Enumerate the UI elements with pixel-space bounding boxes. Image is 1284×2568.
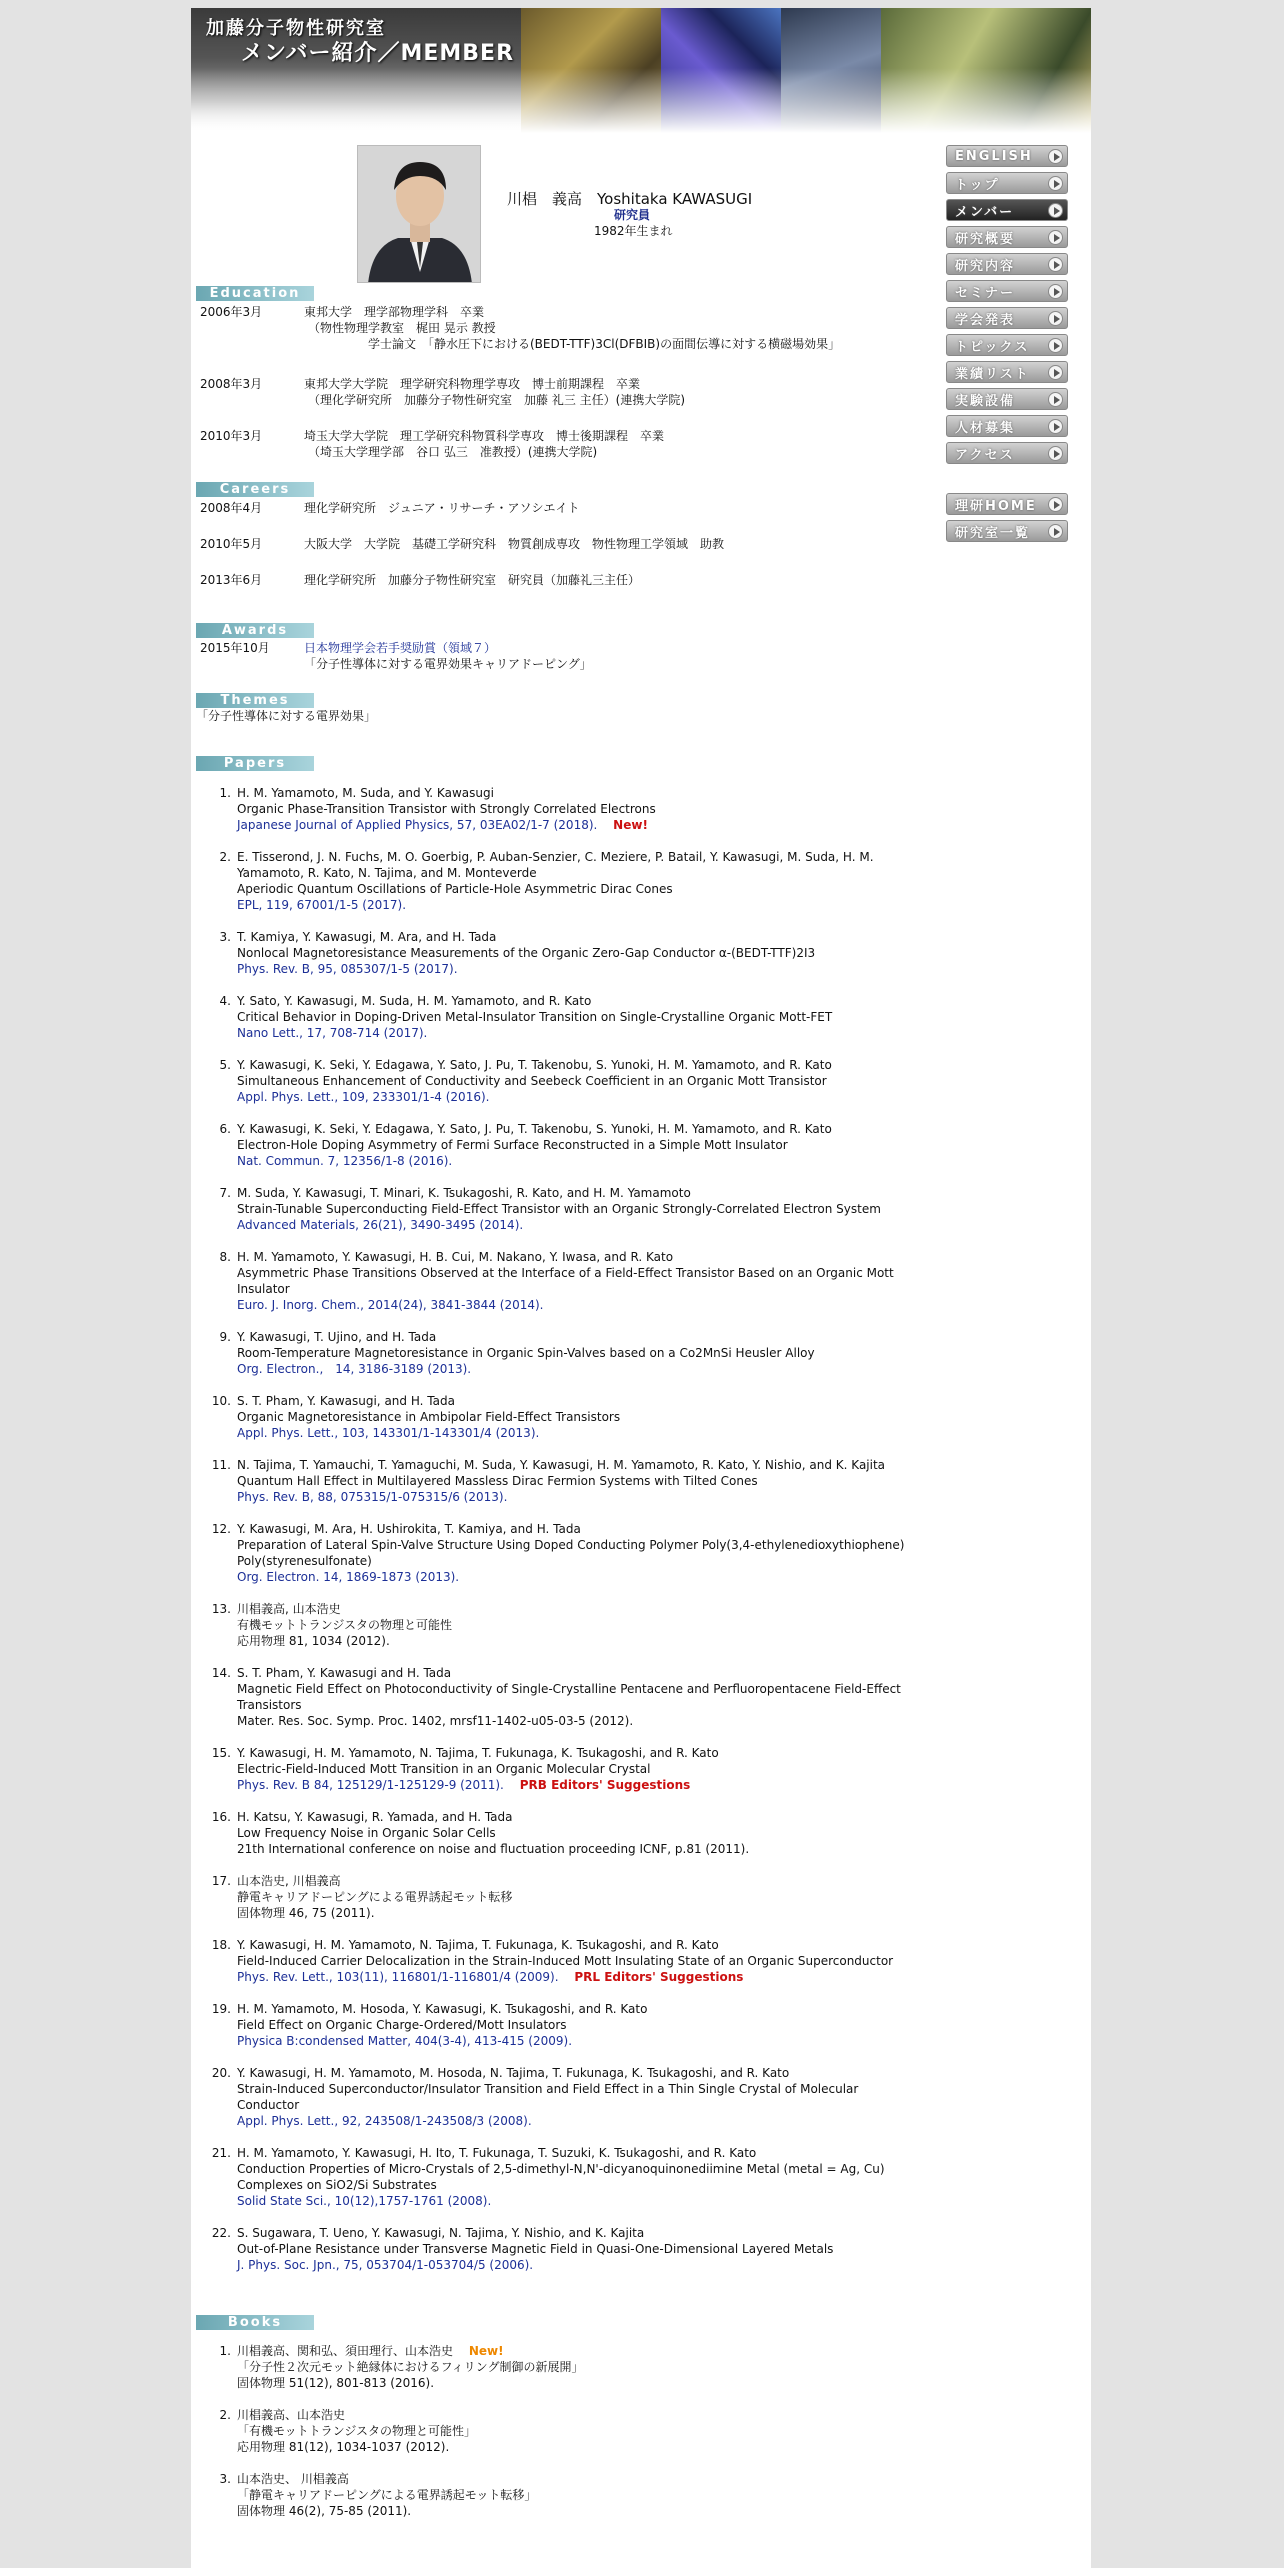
paper-item: [219, 849, 907, 913]
career-date: 2008年4月: [200, 501, 263, 515]
nav-button-label: セミナー: [955, 285, 1016, 301]
item-reference[interactable]: Japanese Journal of Applied Physics, 57, 03EA02/1-7 (2018).: [237, 818, 598, 832]
item-number: 2.: [219, 2408, 231, 2422]
paper-item: [219, 1185, 907, 1233]
item-authors: 川椙義高, 山本浩史: [237, 1602, 341, 1616]
item-number: 20.: [211, 2066, 231, 2080]
item-number: 17.: [211, 1874, 231, 1888]
item-reference: 21th International conference on noise and fluctuation proceeding ICNF, p.81 (2011).: [237, 1842, 750, 1856]
nav-button[interactable]: [946, 307, 1068, 329]
item-title: Field-Induced Carrier Delocalization in the Strain-Induced Mott Insulating State of an Organic Superconductor: [237, 1954, 894, 1968]
education-detail: （理化学研究所 加藤分子物性研究室 加藤 礼三 主任）(連携大学院): [308, 393, 685, 407]
nav-button-label: トピックス: [955, 339, 1030, 355]
item-authors: H. M. Yamamoto, Y. Kawasugi, H. Ito, T. Fukunaga, T. Suzuki, K. Tsukagoshi, and R. Kato: [237, 2146, 757, 2160]
paper-item: [211, 2001, 907, 2049]
nav-button[interactable]: [946, 145, 1068, 167]
item-title: 静電キャリアドーピングによる電界誘起モット転移: [237, 1890, 513, 1904]
nav-button[interactable]: [946, 172, 1068, 194]
item-number: 11.: [211, 1458, 231, 1472]
paper-item: [211, 1665, 907, 1729]
paper-item: [211, 1809, 907, 1857]
person-birth-year: 1982年生まれ: [594, 224, 673, 238]
item-number: 1.: [219, 786, 231, 800]
item-number: 9.: [219, 1330, 231, 1344]
item-reference: 応用物理 81(12), 1034-1037 (2012).: [237, 2440, 450, 2454]
item-reference: 固体物理 51(12), 801-813 (2016).: [237, 2376, 435, 2390]
item-authors: H. M. Yamamoto, M. Suda, and Y. Kawasugi: [237, 786, 494, 800]
education-heading: Education: [196, 286, 314, 301]
nav-button-label: 研究室一覧: [955, 525, 1031, 541]
item-reference: Mater. Res. Soc. Symp. Proc. 1402, mrsf11-1402-u05-03-5 (2012).: [237, 1714, 634, 1728]
paper-item: [211, 1457, 907, 1505]
arrow-right-icon: [1048, 446, 1063, 461]
arrow-right-icon: [1048, 149, 1063, 164]
paper-item: [211, 1601, 907, 1649]
profile-photo: [357, 145, 481, 283]
item-reference[interactable]: Physica B:condensed Matter, 404(3-4), 413-415 (2009).: [237, 2034, 573, 2048]
arrow-right-icon: [1048, 497, 1063, 512]
paper-item: [219, 1121, 907, 1169]
books-list: [219, 2343, 907, 2535]
editors-suggestion-badge: PRB Editors' Suggestions: [519, 1778, 691, 1792]
item-number: 22.: [211, 2226, 231, 2240]
arrow-right-icon: [1048, 176, 1063, 191]
item-number: 8.: [219, 1250, 231, 1264]
theme-item: 「分子性導体に対する電界効果」: [196, 709, 377, 723]
nav-button-label: ENGLISH: [955, 148, 1033, 164]
item-reference[interactable]: Solid State Sci., 10(12),1757-1761 (2008).: [237, 2194, 492, 2208]
paper-item: [211, 2225, 907, 2273]
career-detail: 理化学研究所 ジュニア・リサーチ・アソシエイト: [304, 501, 580, 515]
item-title: Conduction Properties of Micro-Crystals of 2,5-dimethyl-N,N'-dicyanoquinonediimine Metal (metal = Ag, Cu) Complexes on SiO2/Si Substrates: [237, 2162, 885, 2192]
award-subject: 「分子性導体に対する電界効果キャリアドーピング」: [304, 657, 592, 671]
arrow-right-icon: [1048, 203, 1063, 218]
side-navigation: [946, 145, 1068, 547]
item-title: 「有機モットトランジスタの物理と可能性」: [237, 2424, 476, 2438]
item-title: Preparation of Lateral Spin-Valve Structure Using Doped Conducting Polymer Poly(3,4-ethylenedioxythiophene) Poly(styrenesulfonate): [237, 1538, 905, 1568]
item-authors: S. T. Pham, Y. Kawasugi and H. Tada: [237, 1666, 452, 1680]
item-number: 1.: [219, 2344, 231, 2358]
item-title: Low Frequency Noise in Organic Solar Cells: [237, 1826, 496, 1840]
item-authors: S. T. Pham, Y. Kawasugi, and H. Tada: [237, 1394, 455, 1408]
papers-heading: Papers: [196, 756, 314, 771]
nav-button-label: 研究概要: [955, 231, 1016, 247]
award-date: 2015年10月: [200, 641, 270, 655]
lab-title: 加藤分子物性研究室: [206, 18, 386, 39]
item-reference: 応用物理 81, 1034 (2012).: [237, 1634, 390, 1648]
item-authors: Y. Kawasugi, K. Seki, Y. Edagawa, Y. Sato, J. Pu, T. Takenobu, S. Yunoki, H. M. Yamamoto, and R. Kato: [237, 1122, 832, 1136]
item-number: 19.: [211, 2002, 231, 2016]
item-authors: H. Katsu, Y. Kawasugi, R. Yamada, and H. Tada: [237, 1810, 513, 1824]
nav-button[interactable]: [946, 280, 1068, 302]
arrow-right-icon: [1048, 524, 1063, 539]
education-detail: 学士論文 「静水圧下における(BEDT-TTF)3Cl(DFBIB)の面間伝導に対する横磁場効果」: [368, 337, 841, 351]
education-detail: 東邦大学 理学部物理学科 卒業: [304, 305, 485, 319]
item-reference[interactable]: Org. Electron. 14, 1869-1873 (2013).: [237, 1570, 460, 1584]
paper-item: [219, 993, 907, 1041]
item-reference[interactable]: Advanced Materials, 26(21), 3490-3495 (2014).: [237, 1218, 524, 1232]
education-detail: （物性物理学教室 梶田 晃示 教授: [308, 321, 496, 335]
item-title: Electron-Hole Doping Asymmetry of Fermi Surface Reconstructed in a Simple Mott Insulator: [237, 1138, 788, 1152]
item-authors: Y. Kawasugi, H. M. Yamamoto, N. Tajima, T. Fukunaga, K. Tsukagoshi, and R. Kato: [237, 1938, 719, 1952]
awards-heading: Awards: [196, 623, 314, 638]
nav-button-label: アクセス: [955, 447, 1015, 463]
papers-list: [211, 785, 907, 2289]
nav-button[interactable]: [946, 415, 1068, 437]
item-title: Out-of-Plane Resistance under Transverse Magnetic Field in Quasi-One-Dimensional Layered Metals: [237, 2242, 834, 2256]
education-date: 2010年3月: [200, 429, 263, 443]
item-reference[interactable]: Appl. Phys. Lett., 103, 143301/1-143301/4 (2013).: [237, 1426, 540, 1440]
paper-item: [211, 2145, 907, 2209]
item-title: Magnetic Field Effect on Photoconductivity of Single-Crystalline Pentacene and Perfluoropentacene Field-Effect Transistors: [237, 1682, 901, 1712]
books-heading: Books: [196, 2315, 314, 2330]
education-date: 2006年3月: [200, 305, 263, 319]
item-authors: E. Tisserond, J. N. Fuchs, M. O. Goerbig, P. Auban-Senzier, C. Meziere, P. Batail, Y. Kawasugi, M. Suda, H. M. Yamamoto, R. Kato, N. Tajima, and M. Monteverde: [237, 850, 874, 880]
new-badge: New!: [613, 818, 648, 832]
arrow-right-icon: [1048, 311, 1063, 326]
nav-button[interactable]: [946, 334, 1068, 356]
paper-item: [211, 2065, 907, 2129]
nav-button[interactable]: [946, 226, 1068, 248]
page-title: メンバー紹介／MEMBER: [241, 41, 515, 66]
item-authors: Y. Kawasugi, T. Ujino, and H. Tada: [237, 1330, 437, 1344]
item-title: 「静電キャリアドーピングによる電界誘起モット転移」: [237, 2488, 537, 2502]
paper-item: [211, 1393, 907, 1441]
item-authors: T. Kamiya, Y. Kawasugi, M. Ara, and H. Tada: [237, 930, 497, 944]
item-title: 「分子性２次元モット絶縁体におけるフィリング制御の新展開」: [237, 2360, 584, 2374]
item-authors: Y. Sato, Y. Kawasugi, M. Suda, H. M. Yamamoto, and R. Kato: [237, 994, 592, 1008]
item-title: Critical Behavior in Doping-Driven Metal-Insulator Transition on Single-Crystalline Organic Mott-FET: [237, 1010, 833, 1024]
paper-item: [211, 1873, 907, 1921]
item-title: Organic Magnetoresistance in Ambipolar Field-Effect Transistors: [237, 1410, 621, 1424]
paper-item: [219, 1249, 907, 1313]
item-title: Aperiodic Quantum Oscillations of Particle-Hole Asymmetric Dirac Cones: [237, 882, 673, 896]
item-number: 6.: [219, 1122, 231, 1136]
book-item: [219, 2343, 907, 2391]
paper-item: [211, 1937, 907, 1985]
item-reference[interactable]: Nat. Commun. 7, 12356/1-8 (2016).: [237, 1154, 453, 1168]
item-title: Quantum Hall Effect in Multilayered Massless Dirac Fermion Systems with Tilted Cones: [237, 1474, 758, 1488]
new-badge: New!: [468, 2344, 504, 2358]
item-number: 16.: [211, 1810, 231, 1824]
editors-suggestion-badge: PRL Editors' Suggestions: [574, 1970, 744, 1984]
arrow-right-icon: [1048, 392, 1063, 407]
person-name: 川椙 義高 Yoshitaka KAWASUGI: [507, 190, 753, 208]
item-number: 21.: [211, 2146, 231, 2160]
arrow-right-icon: [1048, 284, 1063, 299]
item-authors: H. M. Yamamoto, M. Hosoda, Y. Kawasugi, K. Tsukagoshi, and R. Kato: [237, 2002, 648, 2016]
item-authors: N. Tajima, T. Yamauchi, T. Yamaguchi, M. Suda, Y. Kawasugi, H. M. Yamamoto, R. Kato, Y. Nishio, and K. Kajita: [237, 1458, 886, 1472]
nav-button[interactable]: [946, 442, 1068, 464]
item-reference[interactable]: Appl. Phys. Lett., 92, 243508/1-243508/3 (2008).: [237, 2114, 532, 2128]
themes-heading: Themes: [196, 693, 314, 708]
nav-button[interactable]: [946, 520, 1068, 542]
nav-button[interactable]: [946, 388, 1068, 410]
item-number: 4.: [219, 994, 231, 1008]
item-authors: Y. Kawasugi, H. M. Yamamoto, N. Tajima, T. Fukunaga, K. Tsukagoshi, and R. Kato: [237, 1746, 719, 1760]
item-authors: Y. Kawasugi, M. Ara, H. Ushirokita, T. Kamiya, and H. Tada: [237, 1522, 581, 1536]
item-title: Field Effect on Organic Charge-Ordered/Mott Insulators: [237, 2018, 567, 2032]
item-reference[interactable]: Euro. J. Inorg. Chem., 2014(24), 3841-3844 (2014).: [237, 1298, 544, 1312]
paper-item: [219, 1057, 907, 1105]
paper-item: [219, 785, 907, 833]
career-detail: 理化学研究所 加藤分子物性研究室 研究員（加藤礼三主任）: [304, 573, 641, 587]
item-title: Simultaneous Enhancement of Conductivity and Seebeck Coefficient in an Organic Mott Transistor: [237, 1074, 827, 1088]
nav-button[interactable]: [946, 493, 1068, 515]
header-banner: [191, 8, 1091, 133]
item-reference: 固体物理 46, 75 (2011).: [237, 1906, 375, 1920]
nav-button-label: 実験設備: [955, 393, 1016, 409]
item-authors: Y. Kawasugi, K. Seki, Y. Edagawa, Y. Sato, J. Pu, T. Takenobu, S. Yunoki, H. M. Yamamoto, and R. Kato: [237, 1058, 832, 1072]
item-reference[interactable]: Phys. Rev. Lett., 103(11), 116801/1-116801/4 (2009).: [237, 1970, 559, 1984]
page-container: [191, 8, 1091, 2568]
nav-button-label: 理研HOME: [955, 498, 1037, 514]
item-authors: H. M. Yamamoto, Y. Kawasugi, H. B. Cui, M. Nakano, Y. Iwasa, and R. Kato: [237, 1250, 674, 1264]
item-number: 3.: [219, 2472, 231, 2486]
item-number: 13.: [211, 1602, 231, 1616]
item-reference[interactable]: Phys. Rev. B, 88, 075315/1-075315/6 (2013).: [237, 1490, 508, 1504]
item-reference[interactable]: Phys. Rev. B 84, 125129/1-125129-9 (2011).: [237, 1778, 504, 1792]
career-detail: 大阪大学 大学院 基礎工学研究科 物質創成専攻 物性物理工学領域 助教: [304, 537, 725, 551]
nav-button-label: 学会発表: [955, 312, 1016, 328]
person-photo-icon: [358, 146, 481, 283]
item-number: 15.: [211, 1746, 231, 1760]
item-number: 12.: [211, 1522, 231, 1536]
paper-item: [211, 1745, 907, 1793]
item-authors: M. Suda, Y. Kawasugi, T. Minari, K. Tsukagoshi, R. Kato, and H. M. Yamamoto: [237, 1186, 691, 1200]
item-number: 10.: [211, 1394, 231, 1408]
item-reference: 固体物理 46(2), 75-85 (2011).: [237, 2504, 412, 2518]
item-authors: S. Sugawara, T. Ueno, Y. Kawasugi, N. Tajima, Y. Nishio, and K. Kajita: [237, 2226, 645, 2240]
item-number: 18.: [211, 1938, 231, 1952]
careers-heading: Careers: [196, 482, 314, 497]
item-reference[interactable]: Phys. Rev. B, 95, 085307/1-5 (2017).: [237, 962, 458, 976]
nav-button-label: メンバー: [955, 204, 1015, 220]
education-detail: 東邦大学大学院 理学研究科物理学専攻 博士前期課程 卒業: [304, 377, 641, 391]
nav-button-label: 人材募集: [955, 420, 1016, 436]
item-authors: 川椙義高、関和弘、須田理行、山本浩史: [237, 2344, 454, 2358]
nav-button-label: トップ: [955, 177, 1000, 193]
item-reference[interactable]: Org. Electron., 14, 3186-3189 (2013).: [237, 1362, 472, 1376]
paper-item: [211, 1521, 907, 1585]
arrow-right-icon: [1048, 257, 1063, 272]
item-title: 有機モットトランジスタの物理と可能性: [237, 1618, 452, 1632]
award-title[interactable]: 日本物理学会若手奨励賞（領域７）: [304, 641, 497, 655]
item-number: 14.: [211, 1666, 231, 1680]
item-reference[interactable]: Nano Lett., 17, 708-714 (2017).: [237, 1026, 428, 1040]
item-authors: 川椙義高、山本浩史: [237, 2408, 346, 2422]
item-number: 3.: [219, 930, 231, 944]
item-title: Asymmetric Phase Transitions Observed at the Interface of a Field-Effect Transistor Based on an Organic Mott Insulator: [237, 1266, 894, 1296]
arrow-right-icon: [1048, 338, 1063, 353]
item-title: Strain-Tunable Superconducting Field-Effect Transistor with an Organic Strongly-Correlated Electron System: [237, 1202, 881, 1216]
item-title: Strain-Induced Superconductor/Insulator Transition and Field Effect in a Thin Single Crystal of Molecular Conductor: [237, 2082, 859, 2112]
person-role: 研究員: [614, 208, 651, 222]
paper-item: [219, 929, 907, 977]
nav-button[interactable]: [946, 253, 1068, 275]
nav-button[interactable]: [946, 361, 1068, 383]
arrow-right-icon: [1048, 419, 1063, 434]
item-number: 5.: [219, 1058, 231, 1072]
item-authors: 山本浩史、 川椙義高: [237, 2472, 349, 2486]
item-authors: 山本浩史, 川椙義高: [237, 1874, 341, 1888]
book-item: [219, 2407, 907, 2455]
paper-item: [219, 1329, 907, 1377]
arrow-right-icon: [1048, 365, 1063, 380]
item-title: Room-Temperature Magnetoresistance in Organic Spin-Valves based on a Co2MnSi Heusler Alloy: [237, 1346, 815, 1360]
item-number: 7.: [219, 1186, 231, 1200]
nav-button-label: 研究内容: [955, 258, 1016, 274]
item-reference[interactable]: EPL, 119, 67001/1-5 (2017).: [237, 898, 407, 912]
item-number: 2.: [219, 850, 231, 864]
arrow-right-icon: [1048, 230, 1063, 245]
education-detail: （埼玉大学理学部 谷口 弘三 准教授）(連携大学院): [308, 445, 598, 459]
item-title: Electric-Field-Induced Mott Transition in an Organic Molecular Crystal: [237, 1762, 651, 1776]
item-reference[interactable]: J. Phys. Soc. Jpn., 75, 053704/1-053704/5 (2006).: [237, 2258, 534, 2272]
item-reference[interactable]: Appl. Phys. Lett., 109, 233301/1-4 (2016).: [237, 1090, 490, 1104]
education-date: 2008年3月: [200, 377, 263, 391]
item-title: Organic Phase-Transition Transistor with Strongly Correlated Electrons: [237, 802, 656, 816]
nav-button-label: 業績リスト: [955, 366, 1030, 382]
education-detail: 埼玉大学大学院 理工学研究科物質科学専攻 博士後期課程 卒業: [304, 429, 665, 443]
career-date: 2013年6月: [200, 573, 263, 587]
item-authors: Y. Kawasugi, H. M. Yamamoto, M. Hosoda, N. Tajima, T. Fukunaga, K. Tsukagoshi, and R. Kato: [237, 2066, 790, 2080]
career-date: 2010年5月: [200, 537, 263, 551]
book-item: [219, 2471, 907, 2519]
item-title: Nonlocal Magnetoresistance Measurements of the Organic Zero-Gap Conductor α-(BEDT-TTF)2I3: [237, 946, 816, 960]
nav-button[interactable]: [946, 199, 1068, 221]
